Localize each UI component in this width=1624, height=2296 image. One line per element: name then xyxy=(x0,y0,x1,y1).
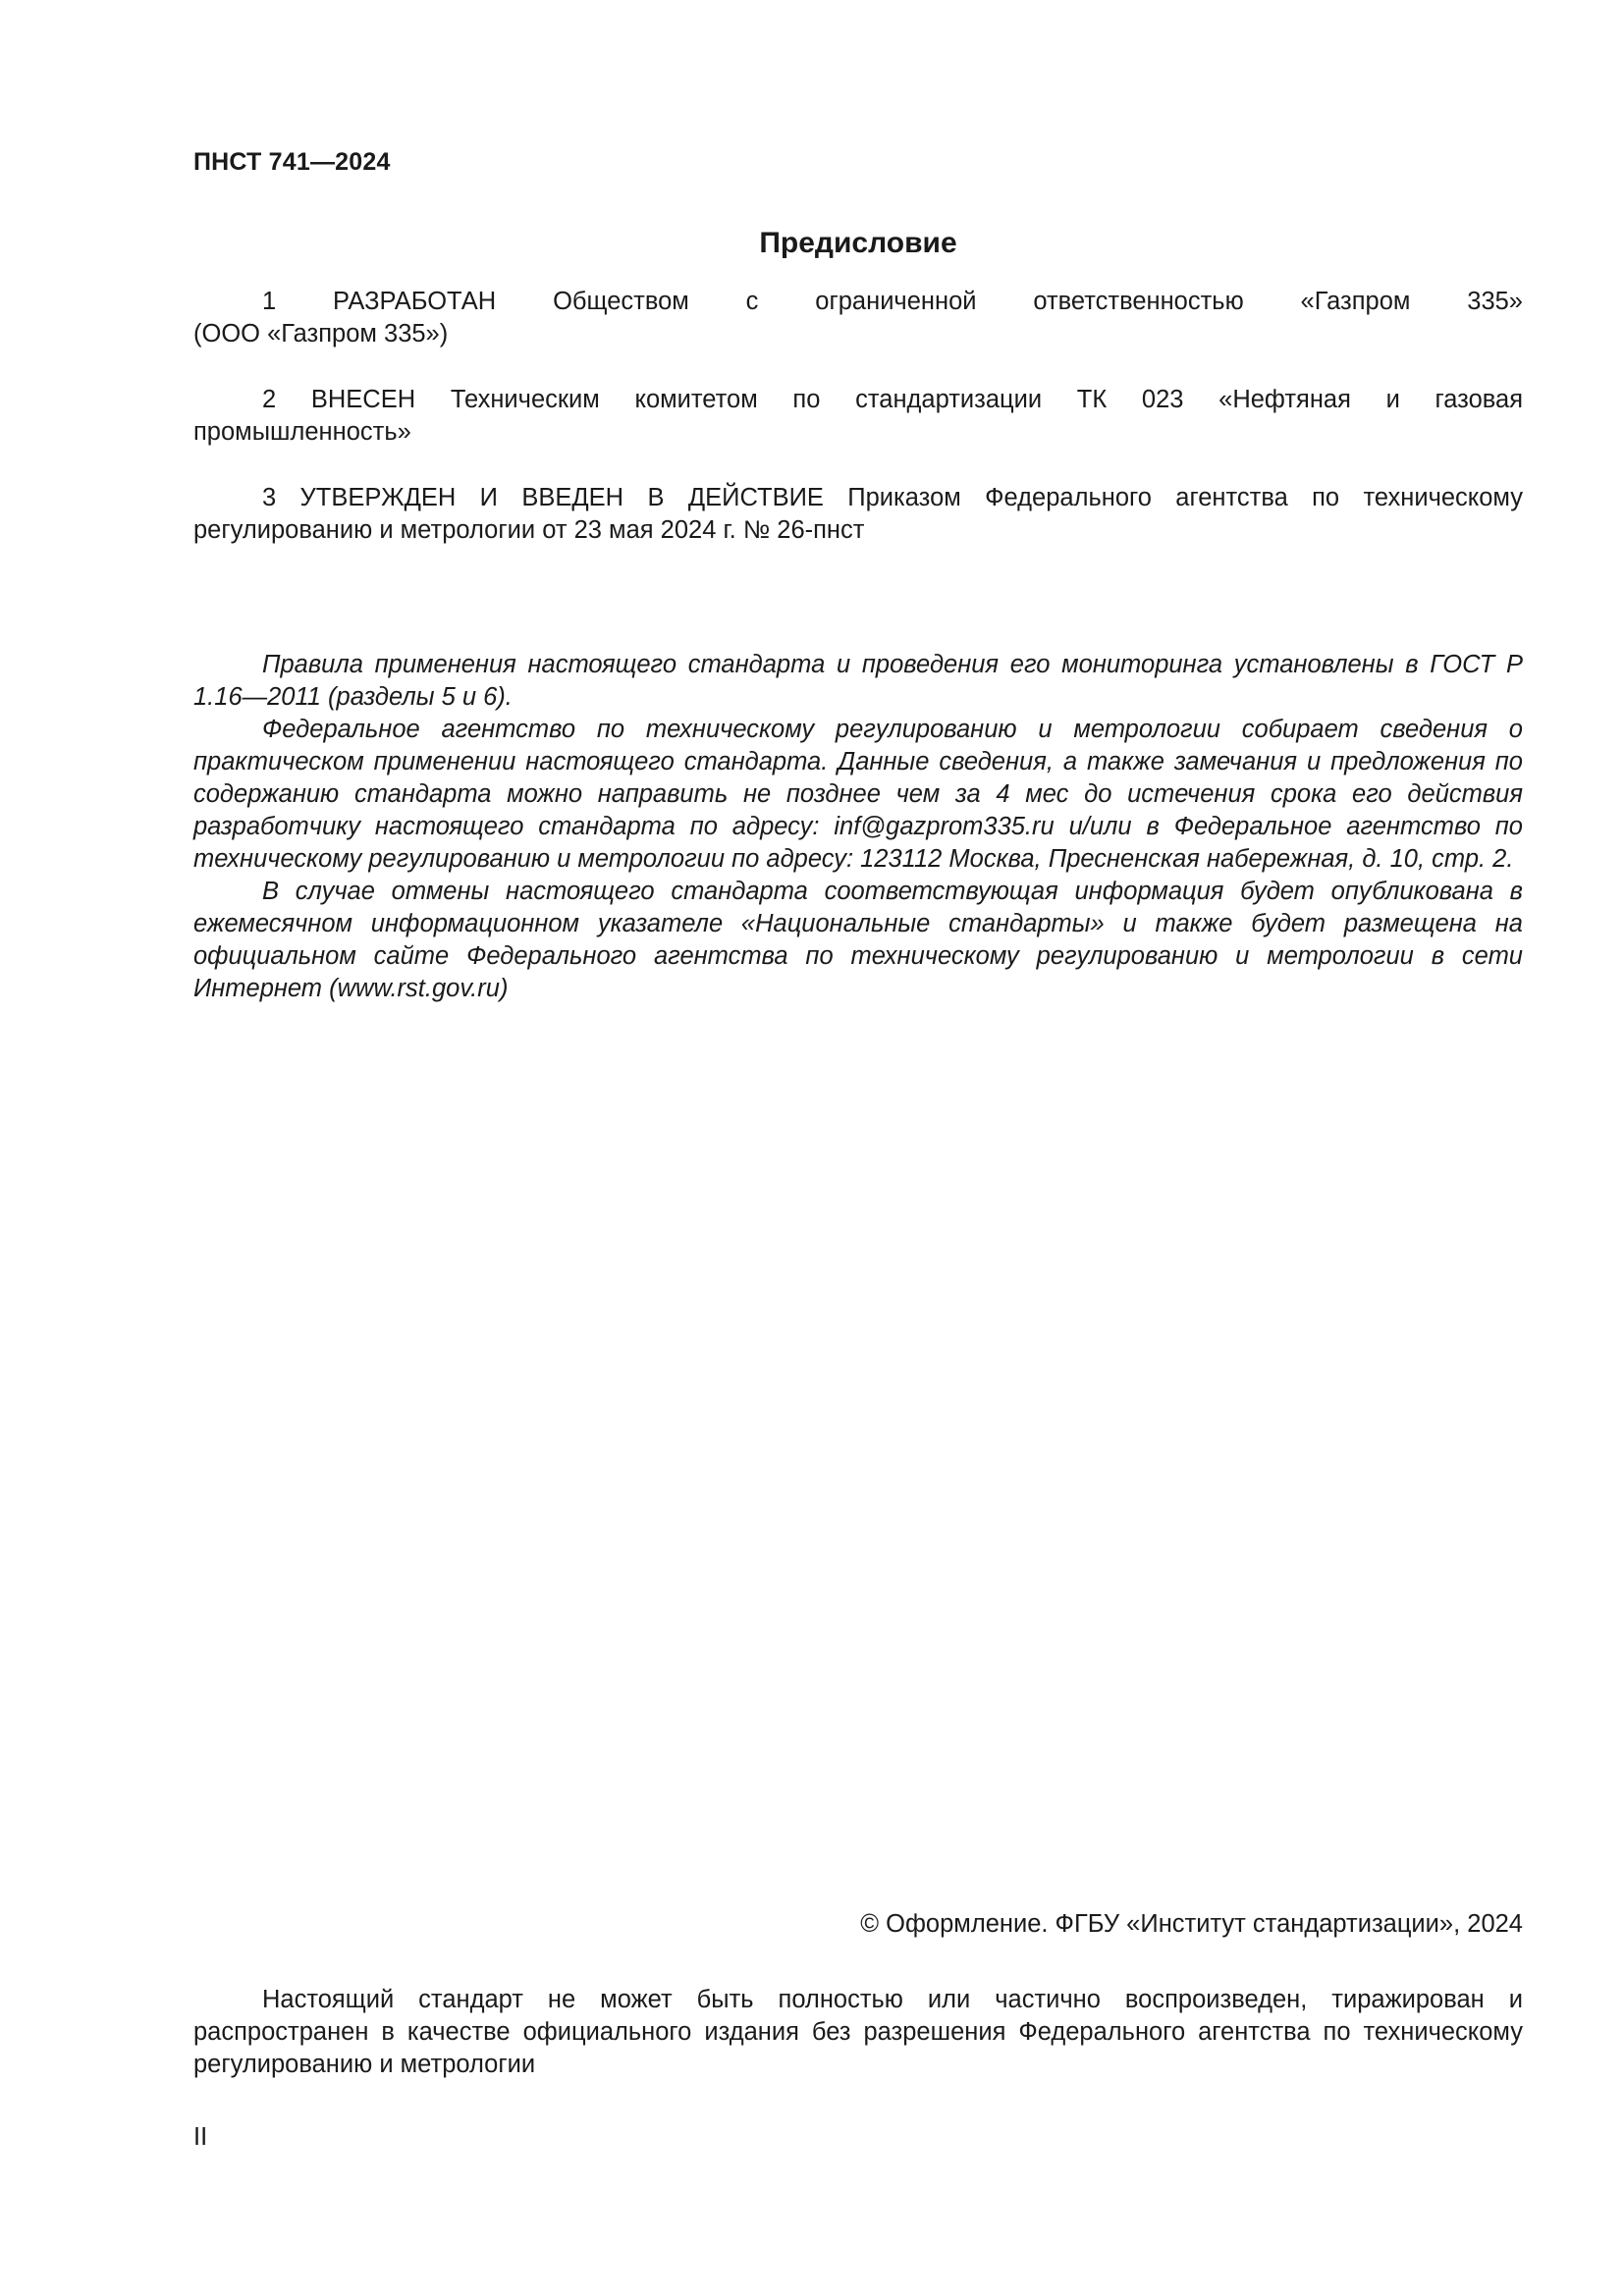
foreword-item-1-line-2: (ООО «Газпром 335») xyxy=(193,320,449,347)
application-notes xyxy=(193,649,1523,1005)
foreword-item-2-line-1: 2 ВНЕСЕН Техническим комитетом по стандартизации ТК 023 «Нефтяная и газовая xyxy=(262,386,1523,413)
foreword-item-2-line-2: промышленность» xyxy=(193,418,411,446)
page-title: Предисловие xyxy=(759,227,957,259)
notes-paragraph-rules: Правила применения настоящего стандарта и проведения его мониторинга установлены в ГОСТ Р 1.16—2011 (разделы 5 и 6). xyxy=(193,651,1523,711)
foreword-item-developed xyxy=(193,286,1523,350)
foreword-item-3-text: 3 УТВЕРЖДЕН И ВВЕДЕН В ДЕЙСТВИЕ Приказом Федерального агентства по техническому регулированию и метрологии от 23 мая 2024 г. № 26-пнст xyxy=(193,484,1523,544)
copyright-line: © Оформление. ФГБУ «Институт стандартизации», 2024 xyxy=(860,1910,1523,1938)
disclaimer-text: Настоящий стандарт не может быть полностью или частично воспроизведен, тиражирован и распространен в качестве официального издания без разрешения Федерального агентства по техническому регулированию и метрологии xyxy=(193,1986,1523,2078)
notes-paragraph-feedback: Федеральное агентство по техническому регулированию и метрологии собирает сведения о практическом применении настоящего стандарта. Данные сведения, а также замечания и предложения по содержанию стандарта можно направить не позднее чем за 4 мес до истечения срока его действия разработчику настоящего стандарта по адресу: inf@gazprom335.ru и/или в Федеральное агентство по техническому регулированию и метрологии по адресу: 123112 Москва, Пресненская набережная, д. 10, стр. 2. xyxy=(193,716,1523,873)
notes-paragraph-cancellation: В случае отмены настоящего стандарта соответствующая информация будет опубликована в ежемесячном информационном указателе «Национальные стандарты» и также будет размещена на официальном сайте Федерального агентства по техническому регулированию и метрологии в сети Интернет (www.rst.gov.ru) xyxy=(193,878,1523,1002)
foreword-item-approved xyxy=(193,482,1523,547)
foreword-item-1-line-1: 1 РАЗРАБОТАН Обществом с ограниченной ответственностью «Газпром 335» xyxy=(262,288,1523,315)
foreword-item-introduced xyxy=(193,384,1523,449)
page-number: II xyxy=(193,2123,208,2151)
document-code: ПНСТ 741—2024 xyxy=(193,148,391,176)
reproduction-disclaimer xyxy=(193,1984,1523,2081)
